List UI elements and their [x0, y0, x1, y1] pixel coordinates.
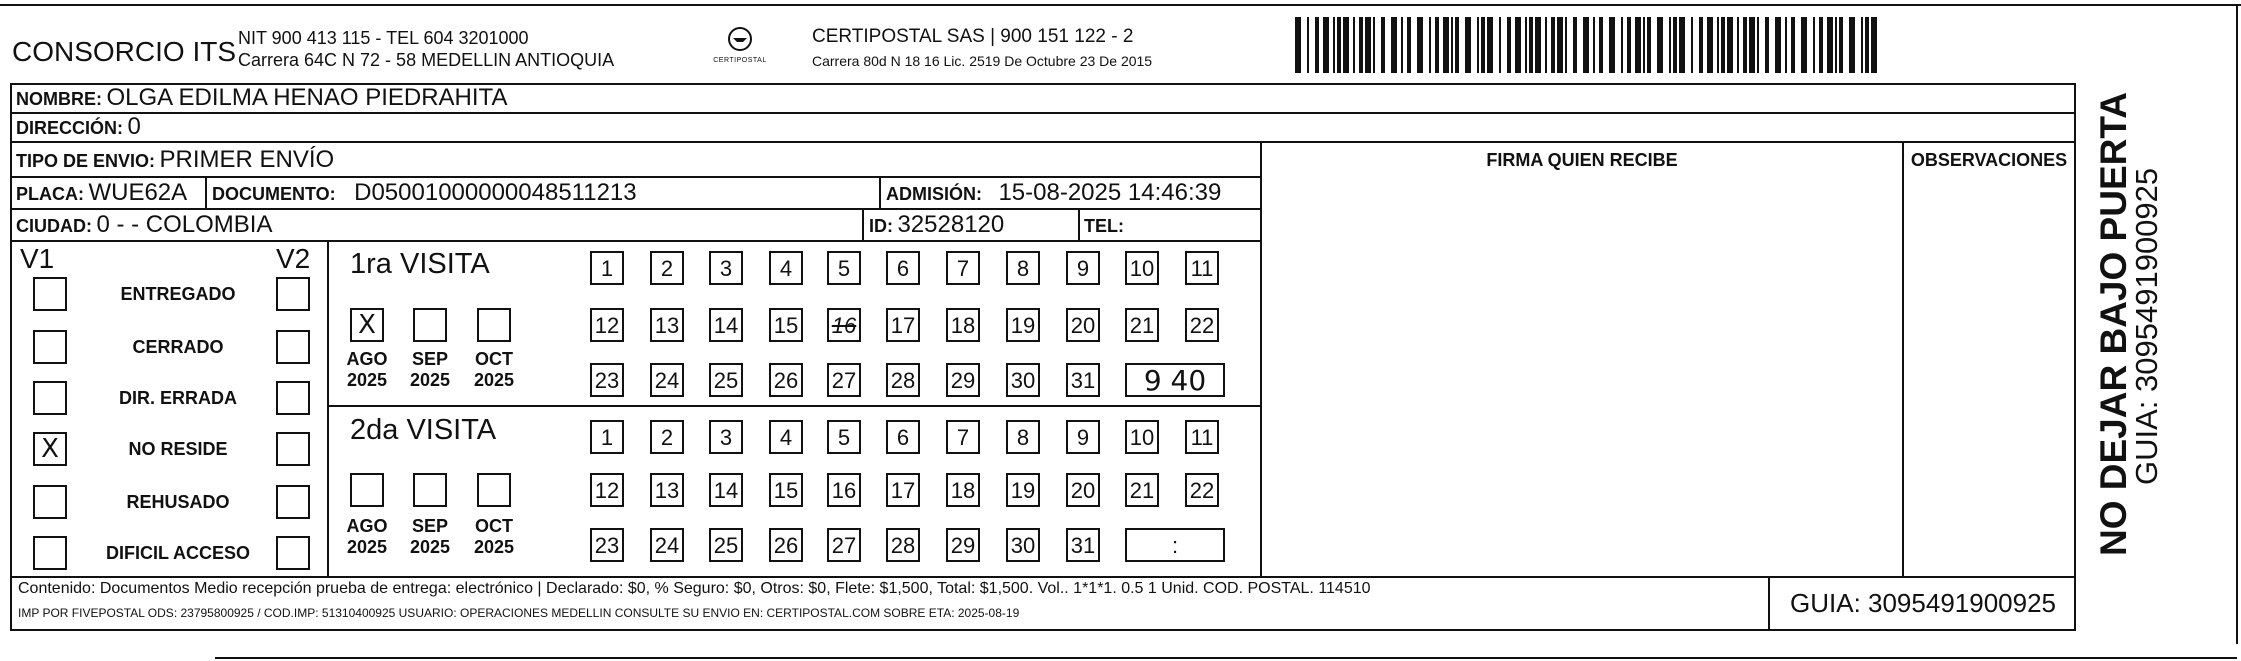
v2-label: V2 — [276, 243, 311, 274]
barcode-bar — [1657, 17, 1663, 73]
month-year: 2025 — [346, 537, 388, 557]
v1-checkbox[interactable] — [33, 277, 67, 311]
status-label: ENTREGADO — [120, 284, 236, 304]
first-visit-day-box[interactable]: 31 — [1066, 363, 1100, 397]
barcode-bar — [1775, 17, 1781, 73]
month-year: 2025 — [473, 370, 515, 390]
col-line — [862, 208, 864, 240]
second-visit-day-box[interactable]: 18 — [946, 473, 980, 507]
v1-label: V1 — [20, 243, 55, 274]
month-name: AGO — [346, 349, 388, 369]
second-visit-day-box[interactable]: 20 — [1066, 473, 1100, 507]
barcode-bar — [1749, 17, 1755, 73]
barcode-bar — [1583, 17, 1589, 73]
barcode-bar — [1565, 17, 1567, 73]
first-visit-day-box[interactable]: 29 — [946, 363, 980, 397]
first-visit-day-box[interactable]: 24 — [650, 363, 684, 397]
first-visit-day-box[interactable]: 26 — [769, 363, 803, 397]
second-visit-day-box[interactable]: 12 — [590, 473, 624, 507]
first-visit-title: 1ra VISITA — [350, 248, 490, 280]
second-visit-day-box[interactable]: 24 — [650, 528, 684, 562]
first-visit-day-box[interactable]: 5 — [827, 251, 861, 285]
barcode-bar — [1871, 17, 1877, 73]
barcode-bar — [1381, 17, 1385, 73]
month-year: 2025 — [473, 537, 515, 557]
barcode-bar — [1707, 17, 1713, 73]
barcode-bar — [1315, 17, 1319, 73]
first-visit-day-box[interactable]: 7 — [946, 251, 980, 285]
second-visit-day-box[interactable]: 17 — [886, 473, 920, 507]
v2-checkbox[interactable] — [276, 432, 310, 466]
id-field — [869, 209, 1004, 240]
second-visit-day-box[interactable]: 23 — [590, 528, 624, 562]
first-visit-day-box[interactable]: 16 — [827, 308, 861, 342]
second-visit-month-checkbox[interactable] — [350, 473, 384, 507]
row-line — [10, 141, 2076, 143]
barcode-bar — [1481, 17, 1485, 73]
barcode-bar — [1669, 17, 1671, 73]
month-name: SEP — [411, 516, 449, 536]
barcode-bar — [1573, 17, 1577, 73]
barcode-bar — [1861, 17, 1863, 73]
barcode-bar — [1465, 17, 1471, 73]
second-visit-day-box[interactable]: 7 — [946, 420, 980, 454]
col-line — [879, 176, 881, 208]
v1-checkbox[interactable] — [33, 330, 67, 364]
v2-checkbox[interactable] — [276, 485, 310, 519]
barcode-bar — [1337, 17, 1341, 73]
v2-checkbox[interactable] — [276, 381, 310, 415]
second-visit-day-box[interactable]: 2 — [650, 420, 684, 454]
barcode-bar — [1791, 17, 1795, 73]
first-visit-month-label — [399, 349, 461, 391]
barcode — [1295, 17, 1885, 73]
first-visit-day-box[interactable]: 14 — [709, 308, 743, 342]
city-field — [16, 209, 272, 240]
second-visit-day-box[interactable]: 28 — [886, 528, 920, 562]
footer-contents: Contenido: Documentos Medio recepción prueba de entrega: electrónico | Declarado: $0, % Seguro: $0, Otros: $0, Flete: $1,500, Total: $1,500. Vol.. 1*1*1. 0.5 1 Unid. COD. POSTAL. 114510 — [18, 580, 1371, 597]
barcode-bar — [1839, 17, 1843, 73]
barcode-bar — [1499, 17, 1501, 73]
barcode-bar — [1429, 17, 1431, 73]
col-line — [1902, 141, 1904, 576]
send-type-value: PRIMER ENVÍO — [159, 146, 335, 173]
barcode-bar — [1525, 17, 1527, 73]
second-visit-day-box[interactable]: 22 — [1185, 473, 1219, 507]
first-visit-month-label — [336, 349, 398, 391]
second-visit-day-box[interactable]: 5 — [827, 420, 861, 454]
second-visit-day-box[interactable]: 31 — [1066, 528, 1100, 562]
barcode-bar — [1721, 17, 1725, 73]
second-visit-day-box[interactable]: 10 — [1125, 420, 1159, 454]
second-visit-day-box[interactable]: 15 — [769, 473, 803, 507]
v2-checkbox[interactable] — [276, 330, 310, 364]
name-value: OLGA EDILMA HENAO PIEDRAHITA — [106, 84, 508, 111]
first-visit-day-box[interactable]: 25 — [709, 363, 743, 397]
barcode-bar — [1295, 17, 1301, 73]
plate-field — [16, 177, 187, 208]
second-visit-day-box[interactable]: 29 — [946, 528, 980, 562]
row-line — [327, 405, 1260, 407]
barcode-bar — [1743, 17, 1747, 73]
v1-check-mark: X — [41, 434, 59, 464]
second-visit-month-label — [463, 516, 525, 558]
v1-checkbox[interactable] — [33, 432, 67, 466]
first-visit-day-box[interactable]: 12 — [590, 308, 624, 342]
month-check-mark: X — [358, 310, 376, 340]
barcode-bar — [1699, 17, 1703, 73]
col-line — [1078, 208, 1080, 240]
plate-value: WUE62A — [88, 179, 188, 206]
first-visit-month-checkbox[interactable] — [350, 308, 384, 342]
barcode-bar — [1621, 17, 1623, 73]
v2-checkbox[interactable] — [276, 536, 310, 570]
barcode-bar — [1477, 17, 1479, 73]
second-visit-title: 2da VISITA — [350, 414, 497, 446]
company-name: CONSORCIO ITS — [12, 36, 237, 67]
barcode-bar — [1835, 17, 1837, 73]
first-visit-month-checkbox[interactable] — [413, 308, 447, 342]
name-label: NOMBRE: — [16, 89, 102, 109]
status-label: NO RESIDE — [128, 439, 228, 459]
id-value: 32528120 — [897, 211, 1005, 238]
send-type-label: TIPO DE ENVIO: — [16, 151, 156, 171]
barcode-bar — [1627, 17, 1631, 73]
barcode-bar — [1691, 17, 1693, 73]
second-visit-day-box[interactable]: 11 — [1185, 420, 1219, 454]
second-visit-day-box[interactable]: 4 — [769, 420, 803, 454]
first-visit-day-box[interactable]: 18 — [946, 308, 980, 342]
signature-header: FIRMA QUIEN RECIBE — [1486, 150, 1678, 170]
barcode-bar — [1785, 17, 1787, 73]
first-visit-day-box[interactable]: 27 — [827, 363, 861, 397]
barcode-bar — [1849, 17, 1855, 73]
barcode-bar — [1865, 17, 1869, 73]
barcode-bar — [1323, 17, 1329, 73]
send-type-field — [16, 145, 334, 175]
barcode-bar — [1647, 17, 1651, 73]
barcode-bar — [1529, 17, 1533, 73]
second-visit-day-box[interactable]: 8 — [1006, 420, 1040, 454]
barcode-bar — [1757, 17, 1759, 73]
first-visit-day-box[interactable]: 11 — [1185, 251, 1219, 285]
second-visit-month-checkbox[interactable] — [477, 473, 511, 507]
barcode-bar — [1557, 17, 1563, 73]
second-visit-day-box[interactable]: 30 — [1006, 528, 1040, 562]
footer-guia: GUIA: 3095491900925 — [1790, 588, 2056, 618]
barcode-bar — [1813, 17, 1815, 73]
second-visit-day-box[interactable]: 16 — [827, 473, 861, 507]
tel-field — [1084, 209, 1124, 240]
id-label: ID: — [869, 216, 893, 236]
address-label: DIRECCIÓN: — [16, 118, 123, 138]
month-name: SEP — [411, 349, 449, 369]
admission-value: 15-08-2025 14:46:39 — [998, 179, 1222, 206]
status-label: DIFICIL ACCESO — [105, 543, 250, 563]
first-visit-day-box[interactable]: 2 — [650, 251, 684, 285]
first-visit-day-box[interactable]: 17 — [886, 308, 920, 342]
barcode-bar — [1373, 17, 1375, 73]
second-visit-day-box[interactable]: 27 — [827, 528, 861, 562]
first-visit-day-box[interactable]: 10 — [1125, 251, 1159, 285]
barcode-bar — [1435, 17, 1439, 73]
barcode-bar — [1827, 17, 1833, 73]
col-line — [1260, 141, 1262, 576]
month-year: 2025 — [409, 370, 451, 390]
barcode-bar — [1643, 17, 1645, 73]
page-bottom-border — [215, 657, 2237, 659]
status-label: REHUSADO — [126, 492, 230, 512]
barcode-bar — [1333, 17, 1335, 73]
footer-imp-line: IMP POR FIVEPOSTAL ODS: 23795800925 / COD.IMP: 51310400925 USUARIO: OPERACIONES MEDELLIN CONSULTE SU ENVIO EN: CERTIPOSTAL.COM SOBRE ETA: 2025-08-19 — [18, 606, 1020, 620]
row-line — [10, 240, 1260, 242]
month-name: AGO — [346, 516, 388, 536]
page-top-border — [0, 4, 2241, 6]
v1-checkbox[interactable] — [33, 536, 67, 570]
row-line — [10, 576, 2076, 578]
barcode-bar — [1307, 17, 1309, 73]
barcode-bar — [1819, 17, 1823, 73]
second-visit-day-box[interactable]: 6 — [886, 420, 920, 454]
barcode-bar — [1717, 17, 1719, 73]
company-address: Carrera 64C N 72 - 58 MEDELLIN ANTIOQUIA — [238, 50, 615, 70]
barcode-bar — [1487, 17, 1493, 73]
second-visit-day-box[interactable]: 3 — [709, 420, 743, 454]
v2-checkbox[interactable] — [276, 277, 310, 311]
barcode-bar — [1801, 17, 1807, 73]
barcode-bar — [1635, 17, 1641, 73]
second-visit-day-box[interactable]: 26 — [769, 528, 803, 562]
second-visit-month-checkbox[interactable] — [413, 473, 447, 507]
barcode-bar — [1417, 17, 1423, 73]
document-label: DOCUMENTO: — [212, 184, 336, 204]
second-visit-day-box[interactable]: 1 — [590, 420, 624, 454]
second-visit-time-box[interactable]: : — [1125, 528, 1225, 562]
carrier-line: CERTIPOSTAL SAS | 900 151 122 - 2 — [812, 26, 1134, 47]
col-line — [205, 176, 207, 208]
barcode-bar — [1609, 17, 1615, 73]
first-visit-day-box[interactable]: 13 — [650, 308, 684, 342]
first-visit-day-box[interactable]: 8 — [1006, 251, 1040, 285]
first-visit-month-checkbox[interactable] — [477, 308, 511, 342]
document-value: D05001000000048511213 — [354, 179, 637, 206]
barcode-bar — [1535, 17, 1541, 73]
first-visit-day-box[interactable]: 20 — [1066, 308, 1100, 342]
city-label: CIUDAD: — [16, 216, 92, 236]
barcode-bar — [1365, 17, 1371, 73]
barcode-bar — [1673, 17, 1677, 73]
first-visit-day-box[interactable]: 4 — [769, 251, 803, 285]
barcode-bar — [1515, 17, 1521, 73]
barcode-bar — [1507, 17, 1511, 73]
company-nit: NIT 900 413 115 - TEL 604 3201000 — [238, 28, 529, 48]
first-visit-day-box[interactable]: 3 — [709, 251, 743, 285]
barcode-bar — [1353, 17, 1355, 73]
plate-label: PLACA: — [16, 184, 84, 204]
document-field — [212, 177, 637, 208]
first-visit-day-box[interactable]: 1 — [590, 251, 624, 285]
page-right-border — [2236, 4, 2238, 644]
barcode-bar — [1391, 17, 1397, 73]
status-label: CERRADO — [132, 337, 224, 357]
city-value: 0 - - COLOMBIA — [96, 211, 273, 238]
second-visit-day-box[interactable]: 21 — [1125, 473, 1159, 507]
barcode-bar — [1451, 17, 1453, 73]
second-visit-day-box[interactable]: 13 — [650, 473, 684, 507]
first-visit-day-box[interactable]: 9 — [1066, 251, 1100, 285]
barcode-bar — [1359, 17, 1363, 73]
tel-label: TEL: — [1084, 216, 1124, 236]
barcode-bar — [1407, 17, 1411, 73]
month-year: 2025 — [346, 370, 388, 390]
barcode-bar — [1401, 17, 1403, 73]
second-visit-day-box[interactable]: 25 — [709, 528, 743, 562]
barcode-bar — [1343, 17, 1349, 73]
barcode-bar — [1593, 17, 1595, 73]
second-visit-month-label — [336, 516, 398, 558]
v1-checkbox[interactable] — [33, 381, 67, 415]
first-visit-day-box[interactable]: 15 — [769, 308, 803, 342]
barcode-bar — [1737, 17, 1739, 73]
col-line — [327, 240, 329, 576]
first-visit-time-box[interactable]: 9 40 — [1125, 363, 1225, 397]
admission-field — [886, 177, 1221, 208]
name-field — [16, 84, 507, 112]
status-label: DIR. ERRADA — [118, 388, 237, 408]
barcode-bar — [1455, 17, 1459, 73]
side-warning: NO DEJAR BAJO PUERTA — [2093, 92, 2134, 556]
certipostal-logo — [700, 26, 780, 70]
carrier-license: Carrera 80d N 18 16 Lic. 2519 De Octubre 23 De 2015 — [812, 53, 1153, 69]
second-visit-month-label — [399, 516, 461, 558]
first-visit-day-box[interactable]: 21 — [1125, 308, 1159, 342]
side-guia: GUIA: 3095491900925 — [2129, 167, 2164, 485]
second-visit-day-box[interactable]: 19 — [1006, 473, 1040, 507]
barcode-bar — [1443, 17, 1449, 73]
address-field — [16, 113, 141, 141]
second-visit-day-box[interactable]: 9 — [1066, 420, 1100, 454]
barcode-bar — [1599, 17, 1603, 73]
month-name: OCT — [475, 516, 513, 536]
first-visit-day-box[interactable]: 30 — [1006, 363, 1040, 397]
first-visit-day-box[interactable]: 19 — [1006, 308, 1040, 342]
row-line — [10, 112, 2076, 114]
first-visit-day-box[interactable]: 6 — [886, 251, 920, 285]
first-visit-day-box[interactable]: 22 — [1185, 308, 1219, 342]
barcode-bar — [1727, 17, 1733, 73]
admission-label: ADMISIÓN: — [886, 184, 982, 204]
month-year: 2025 — [409, 537, 451, 557]
barcode-bar — [1545, 17, 1547, 73]
observations-header: OBSERVACIONES — [1910, 150, 2068, 170]
first-visit-day-box[interactable]: 23 — [590, 363, 624, 397]
first-visit-month-label — [463, 349, 525, 391]
second-visit-day-box[interactable]: 14 — [709, 473, 743, 507]
barcode-bar — [1551, 17, 1555, 73]
month-name: OCT — [475, 349, 513, 369]
barcode-bar — [1765, 17, 1769, 73]
address-value: 0 — [127, 113, 141, 140]
barcode-bar — [1679, 17, 1685, 73]
first-visit-day-box[interactable]: 28 — [886, 363, 920, 397]
v1-checkbox[interactable] — [33, 485, 67, 519]
logo-caption: CERTIPOSTAL — [713, 57, 767, 64]
